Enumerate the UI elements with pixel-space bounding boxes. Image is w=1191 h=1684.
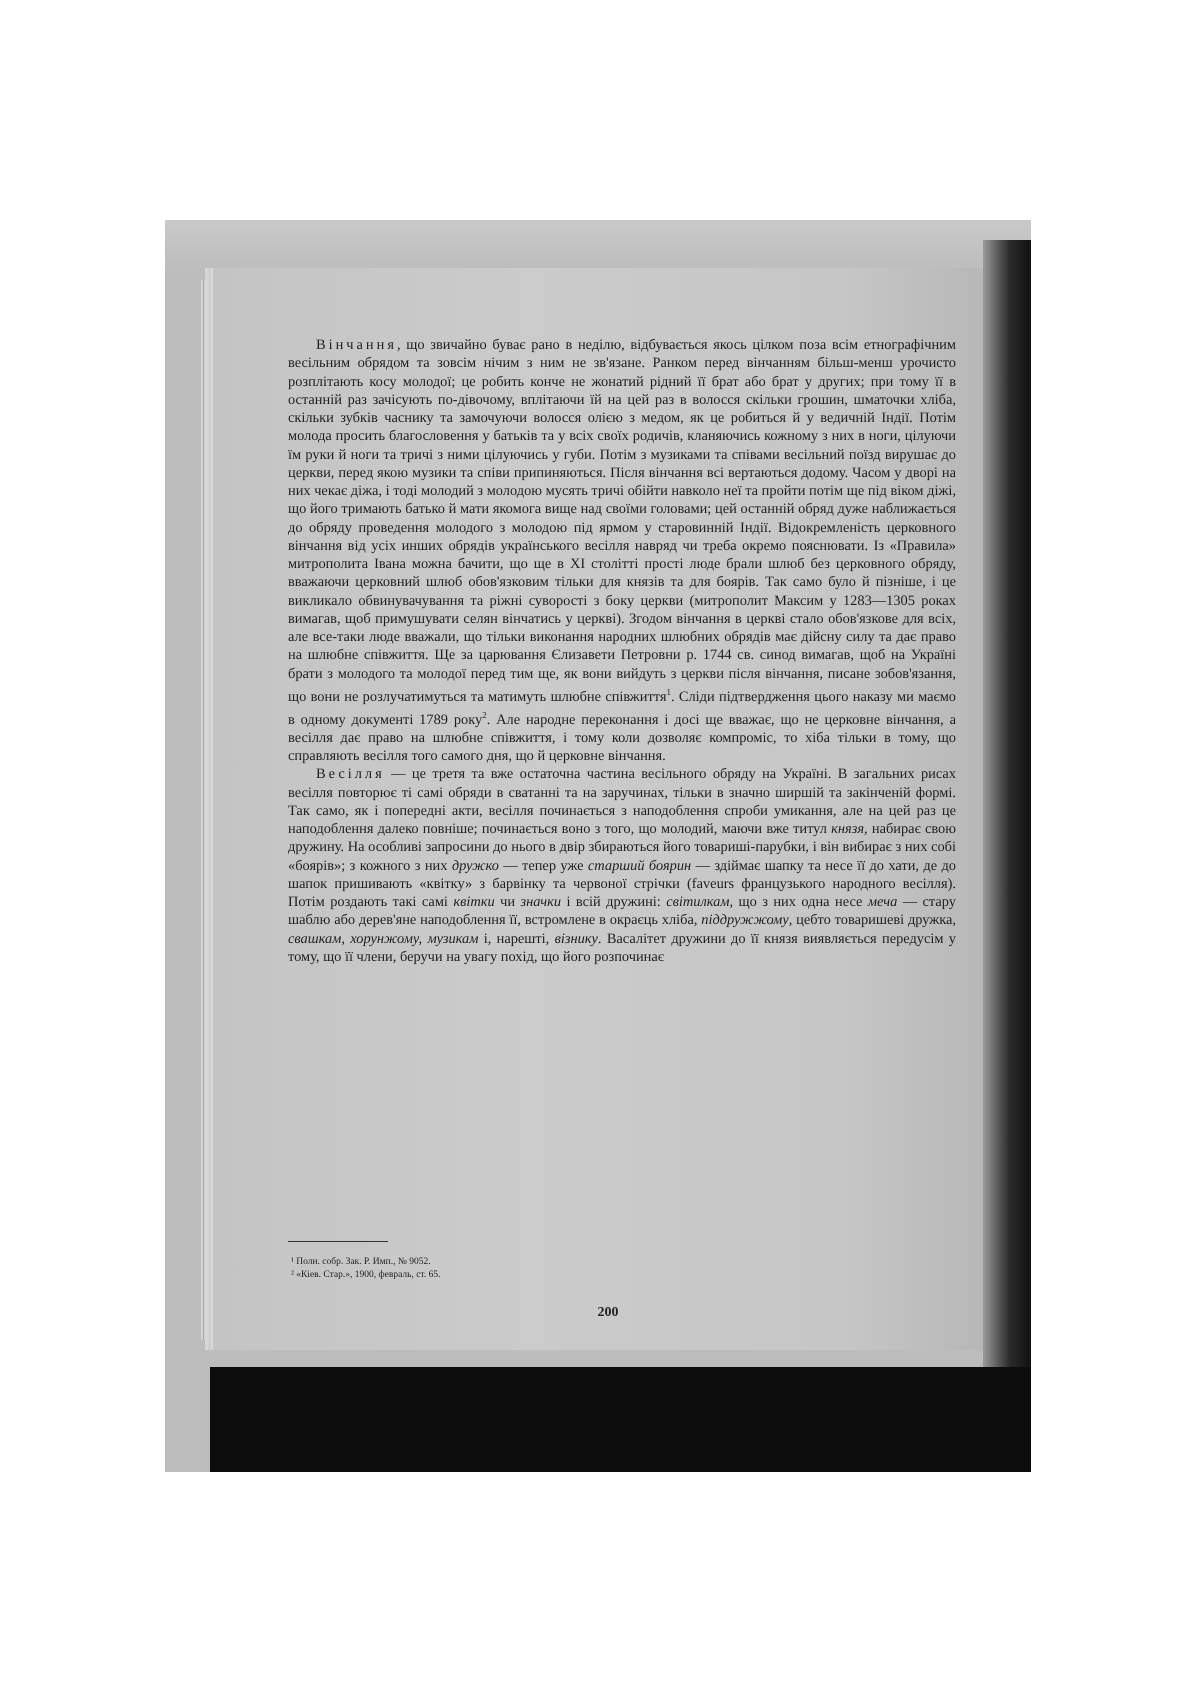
paragraph-vinchannia [288,336,956,765]
text-run: — це третя та вже остаточна частина весільного обряду на Україні. В загальних рисах весілля повторює ті самі обряди в сватанні та на заручинах, тільки в значно ширшій та закінченій формі. Так само, як і попередні акти, весілля починається з наподоблення спроби умикання, але на цей раз це наподоблення далеко повніше; починається воно з того, що молодий, маючи вже титул [288,766,956,838]
body-text [288,336,956,966]
paragraph-vesillia [288,765,956,966]
page-number: 200 [597,1305,619,1320]
footnote-2: ² «Кіев. Стар.», 1900, февраль, ст. 65. [291,1270,441,1280]
text-run: . Але народне переконання і досі ще вважає, що не церковне вінчання, а весілля дає право на шлюбне співжиття, і тому коли дозволяє компроміс, то хіба тільки в тому, що справляють весілля того самого дня, що й церковне вінчання. [288,711,956,765]
text-run: квітки [453,894,495,911]
text-run: 1 [666,686,671,697]
text-run: свашкам, хорунжому, музикам [288,930,479,947]
text-run: чи [494,894,521,911]
scanned-page [165,220,1031,1472]
text-run: — тепер уже [498,857,588,874]
footnotes [291,1256,891,1282]
text-run: , що з них одна несе [729,894,868,911]
text-run: меча [867,894,898,911]
text-run: князя [831,821,865,838]
footnote-1: ¹ Полн. собр. Зак. Р. Имп., № 9052. [291,1257,431,1267]
text-run: , цебто товаришеві дружка, [788,912,956,929]
text-run: візнику [554,930,598,947]
text-run: , що звичайно буває рано в неділю, відбувається якось цілком поза всім етнографічним весільним обрядом та зовсім нічим з ним не зв'язане. Ранком перед вінчанням більш-менш урочисто розплітають косу молодої; це робить конче не жонатий рідний її брат або брат у других; при тому її в останній раз зачісують по-дівочому, вплітаючи їй на цей раз в волосся скільки грошин, шматочки хліба, скільки зубків часнику та замочуючи волосся олією з медом, як це робиться й у ведичній Індії. Потім молода просить благословення у батьків та у всіх своїх родичів, кланяючись кожному з них в ноги, цілуючи їм руки й ноги та тричі з ними цілуючись у губи. Потім з музиками та співами весільний поїзд вирушає до церкви, перед якою музики та співи припиняються. Після вінчання всі вертаються додому. Часом у дворі на них чекає діжа, і тоді молодий з молодою мусять тричі обійти навколо неї та пройти потім ще під віком діжі, що його тримають батько й мати якомога вище над своїми головами; цей останній обряд дуже наближається до обряду проведення молодого з молодою під ярмом у старовинній Індії. Відокремленість церковного вінчання від усіх инших обрядів українського весілля навряд чи треба окремо пояснювати. Із «Правила» митрополита Івана можна бачити, що ще в XI столітті прості люде брали шлюб без церковного обряду, вважаючи церковний шлюб обов'язковим тільки для князів та для боярів. Так само було й пізніше, і це викликало обвинувачування та ріжні суворості з боку церкви (митрополит Максим у 1283—1305 роках вимагав, щоб примушувати селян вінчатись у церкві). Згодом вінчання в церкві стало обов'язкове для всіх, але все-таки люде вважали, що тільки виконання народних шлюбних обрядів має дійсну силу та дає право на шлюбне співжиття. Ще за царювання Єлизавети Петровни р. 1744 св. синод вимагав, щоб на Україні брати з молодого та молодої перед тим ще, як вони вийдуть з церкви після вінчання, писане зобов'язання, що вони не розлучатимуться та матимуть шлюбне співжиття [288,337,956,705]
text-run: — здіймає шапку та несе її до хати, де до шапок пришивають «квітку» з барвінку та червоної стрічки (faveurs французького народного весілля). Потім роздають такі самі [288,857,956,911]
text-run: світилкам [666,894,730,911]
book-page [213,268,1003,1350]
text-run: дружко [451,857,499,874]
text-run: . Сліди підтвердження цього наказу ми маємо в одному документі 1789 року [288,688,956,728]
text-run: піддружжому [701,912,789,929]
text-run: 2 [482,709,487,720]
text-run: — стару шаблю або дерев'яне наподоблення її, встромлене в окраєць хліба, [288,894,956,929]
text-run: і, нарешті, [478,930,555,947]
text-run: , набирає свою дружину. На особливі запросини до нього в двір збираються його товариші-парубки, і він вибирає з них собі «боярів»; з кожного з них [288,821,957,874]
text-run: і всій дружині: [561,894,667,911]
footnote-rule [288,1241,388,1242]
page-edges [201,280,211,1340]
text-run: старший боярин [587,857,692,874]
text-run: . Васалітет дружини до її князя виявляється передусім у тому, що її члени, беручи на увагу похід, що його розпочинає [288,930,956,965]
text-run: значки [520,894,562,911]
scan-bottom-band [210,1367,1031,1472]
scan-top-shadow [165,220,1031,270]
book-gutter [983,240,1031,1400]
text-run: Весілля [316,766,385,783]
text-run: Вінчання [316,337,397,353]
